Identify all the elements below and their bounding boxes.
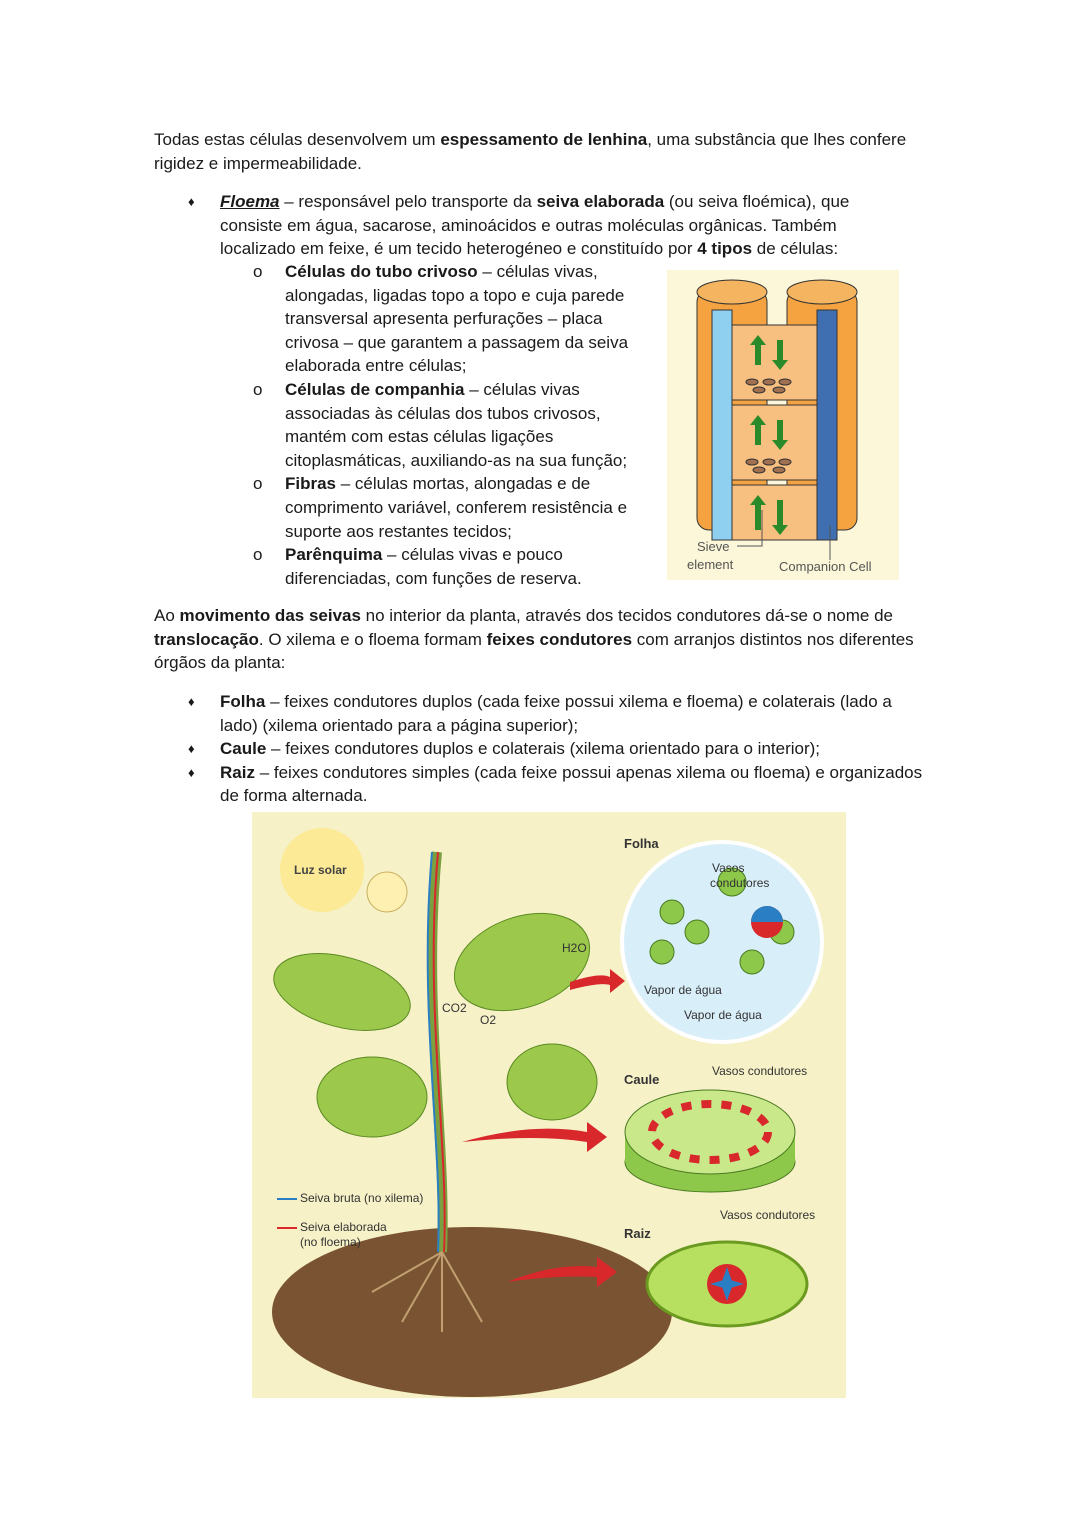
text: – células vivas associadas às células dos tubos crivosos, mantém com estas células ligações citoplasmáticas, auxiliando-as na sua função; xyxy=(285,379,628,470)
translocation-paragraph xyxy=(154,604,934,675)
companion-label: Companion Cell xyxy=(779,559,872,574)
text: – células mortas, alongadas e de comprimento variável, conferem resistência e suporte aos restantes tecidos; xyxy=(285,474,628,541)
diamond-bullet-icon: ♦ xyxy=(188,194,195,209)
bold-term: feixes condutores xyxy=(486,629,633,649)
bold-term: translocação xyxy=(154,629,259,649)
diamond-bullet-icon: ♦ xyxy=(188,694,195,709)
circle-bullet-icon: o xyxy=(253,262,263,281)
text: , uma substância que lhes confere rigidez e impermeabilidade. xyxy=(154,130,907,173)
vapor-label: Vapor de água xyxy=(684,1008,762,1022)
organ-item xyxy=(188,761,930,808)
organ-title: Caule xyxy=(220,739,267,759)
legend-phloem: (no floema) xyxy=(300,1235,361,1249)
cell-title: Células de companhia xyxy=(285,379,465,399)
h2o-label: H2O xyxy=(562,941,587,955)
sieve-label: element xyxy=(687,557,734,572)
bold-term: seiva elaborada xyxy=(536,192,665,211)
vasos-label: Vasos xyxy=(712,861,745,875)
legend-xylem: Seiva bruta (no xilema) xyxy=(300,1191,424,1205)
vasos-label: Vasos condutores xyxy=(712,1064,808,1078)
co2-label: CO2 xyxy=(442,1001,467,1015)
cell-title: Parênquima xyxy=(285,545,383,565)
legend-phloem: Seiva elaborada xyxy=(300,1220,387,1234)
o2-label: O2 xyxy=(480,1013,497,1027)
circle-bullet-icon: o xyxy=(253,379,263,399)
cell-title: Células do tubo crivoso xyxy=(285,262,478,281)
diamond-bullet-icon: ♦ xyxy=(188,741,195,757)
cell-type-item xyxy=(253,543,655,590)
organ-title: Folha xyxy=(220,692,266,711)
text: – feixes condutores duplos e colaterais (xilema orientado para o interior); xyxy=(266,739,821,759)
cell-type-item xyxy=(253,260,655,378)
bold-term: movimento das seivas xyxy=(179,606,361,625)
text: de células: xyxy=(752,239,839,259)
vasos-label: Vasos condutores xyxy=(720,1208,816,1222)
sieve-label: Sieve xyxy=(697,539,730,554)
organ-item xyxy=(188,737,930,761)
text: Ao xyxy=(154,606,180,625)
cell-type-item xyxy=(253,472,655,543)
intro-paragraph xyxy=(154,128,934,175)
text: – feixes condutores duplos (cada feixe possui xilema e floema) e colaterais (lado a lado) (xilema orientado para a página superior); xyxy=(220,692,892,735)
raiz-label: Raiz xyxy=(624,1226,651,1241)
diamond-bullet-icon: ♦ xyxy=(188,764,195,780)
cell-type-item xyxy=(253,378,655,472)
sun-label: Luz solar xyxy=(294,863,347,877)
plant-transport-diagram xyxy=(252,812,846,1398)
bold-term: espessamento de lenhina xyxy=(440,130,648,149)
text: no interior da planta, através dos tecidos condutores dá-se o nome de xyxy=(360,606,893,625)
circle-bullet-icon: o xyxy=(253,545,263,565)
cell-type-list xyxy=(253,260,655,590)
floema-item xyxy=(188,190,900,261)
phloem-diagram xyxy=(667,270,899,580)
organ-title: Raiz xyxy=(220,762,255,782)
text: – responsável pelo transporte da xyxy=(279,192,537,211)
vasos-label: condutores xyxy=(710,876,770,890)
folha-label: Folha xyxy=(624,836,659,851)
floema-title: Floema xyxy=(220,192,280,211)
vapor-label: Vapor de água xyxy=(644,983,722,997)
text: – células vivas, alongadas, ligadas topo a topo e cuja parede transversal apresenta perfurações – placa crivosa – que garantem a passagem da seiva elaborada entre células; xyxy=(285,262,629,376)
text: com arranjos distintos nos diferentes órgãos da planta: xyxy=(154,629,914,673)
organ-item xyxy=(188,690,930,737)
organ-list xyxy=(188,690,930,808)
text: – células vivas e pouco diferenciadas, com funções de reserva. xyxy=(285,545,582,588)
soil xyxy=(272,1227,672,1397)
text: (ou seiva floémica), que consiste em água, sacarose, aminoácidos e outras moléculas orgânicas. Também localizado em feixe, é um tecido heterogéneo e constituído por xyxy=(220,192,850,259)
cell-title: Fibras xyxy=(285,474,337,494)
circle-bullet-icon: o xyxy=(253,474,263,494)
text: – feixes condutores simples (cada feixe possui apenas xilema ou floema) e organizados de forma alternada. xyxy=(220,762,923,806)
bold-term: 4 tipos xyxy=(697,239,753,259)
text: Todas estas células desenvolvem um xyxy=(154,130,441,149)
caule-label: Caule xyxy=(624,1072,660,1087)
text: . O xilema e o floema formam xyxy=(258,629,487,649)
